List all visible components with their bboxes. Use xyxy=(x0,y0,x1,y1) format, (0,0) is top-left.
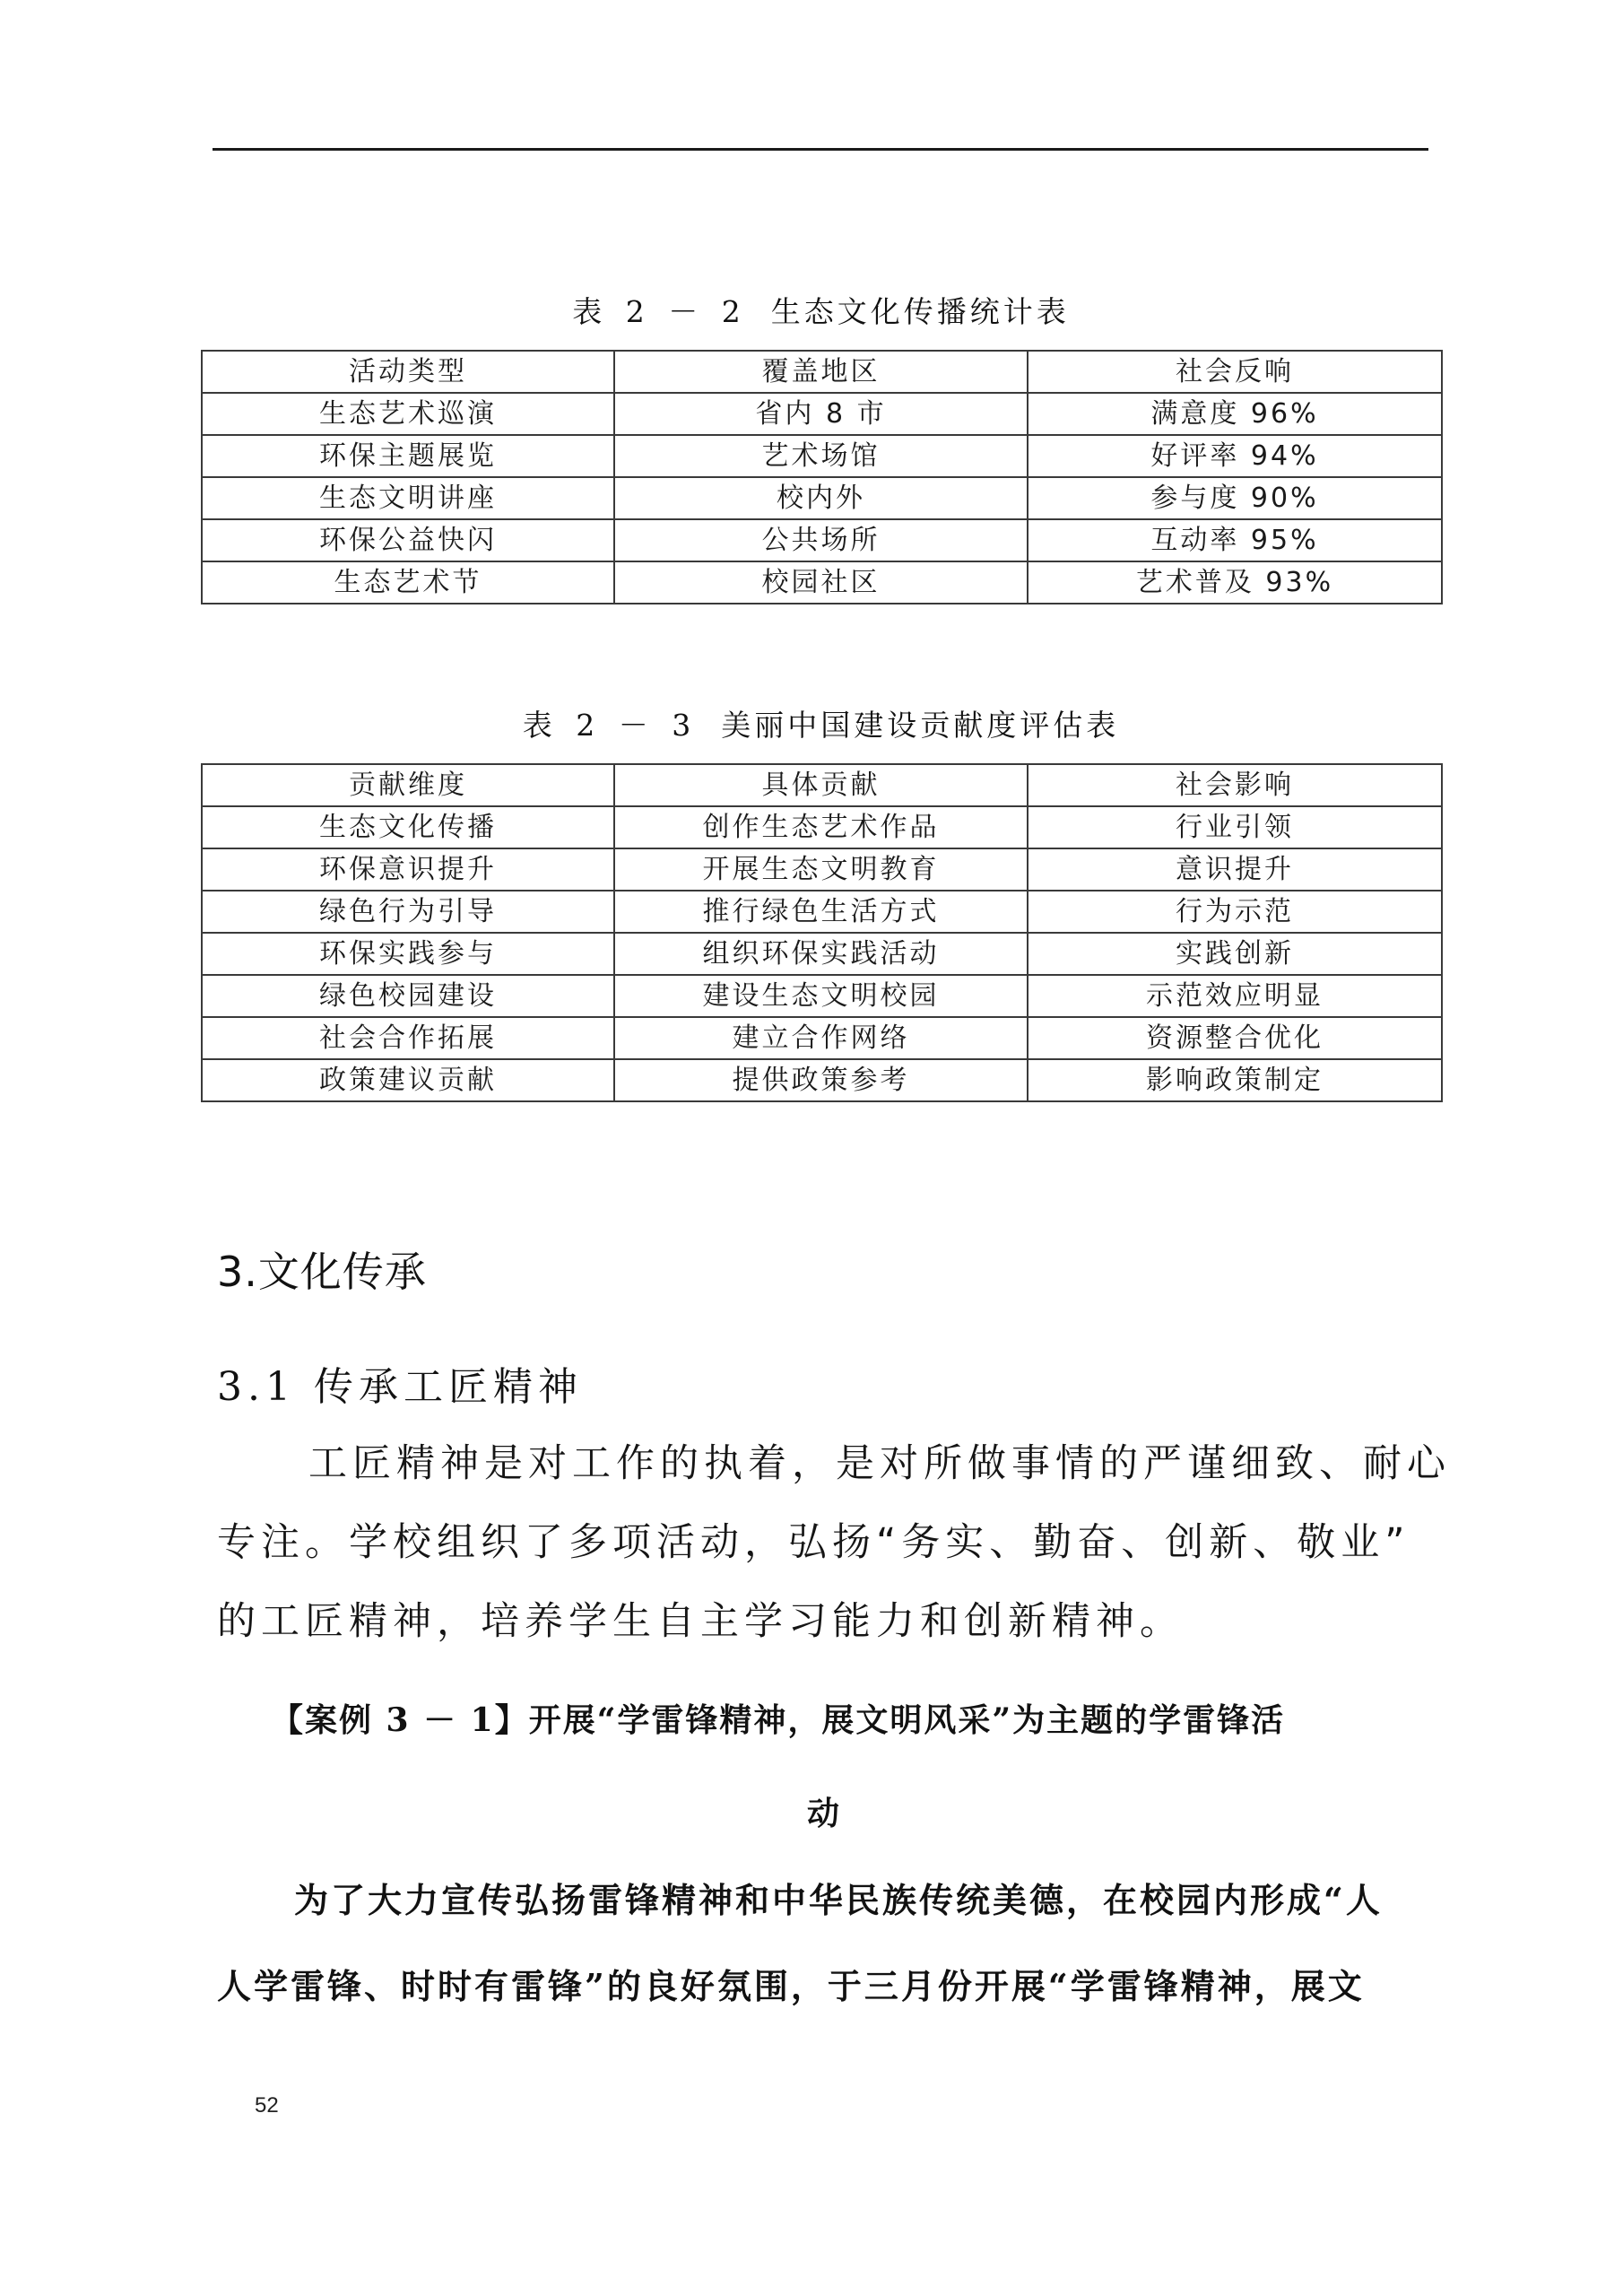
table-cell: 生态艺术节 xyxy=(202,561,614,604)
header-cell: 贡献维度 xyxy=(202,764,614,806)
table-cell: 行为示范 xyxy=(1028,891,1442,933)
table-cell: 社会合作拓展 xyxy=(202,1017,614,1059)
header-cell: 社会影响 xyxy=(1028,764,1442,806)
case-caption-line: 【案例 3 － 1】开展“学雷锋精神，展文明风采”为主题的学雷锋活 xyxy=(271,1701,1286,1739)
table-cell: 参与度 90% xyxy=(1028,477,1442,519)
table-row xyxy=(202,975,1442,1017)
table-cell: 艺术场馆 xyxy=(614,435,1028,477)
table-2-3-caption xyxy=(201,708,1441,744)
section-heading: 3.文化传承 xyxy=(217,1248,427,1296)
table-row xyxy=(202,435,1442,477)
table-cell: 组织环保实践活动 xyxy=(614,933,1028,975)
table-row xyxy=(202,806,1442,848)
header-cell: 社会反响 xyxy=(1028,351,1442,393)
body-paragraph xyxy=(217,1424,1451,1661)
table-cell: 示范效应明显 xyxy=(1028,975,1442,1017)
case-caption xyxy=(217,1674,1429,1860)
table-header-row xyxy=(202,351,1442,393)
table-cell: 创作生态艺术作品 xyxy=(614,806,1028,848)
paragraph-line: 工匠精神是对工作的执着，是对所做事情的严谨细致、耐心 xyxy=(308,1441,1451,1486)
table-cell: 环保实践参与 xyxy=(202,933,614,975)
table-cell: 行业引领 xyxy=(1028,806,1442,848)
table-cell: 校园社区 xyxy=(614,561,1028,604)
table-2-3-caption-title: 美丽中国建设贡献度评估表 xyxy=(721,708,1120,743)
table-cell: 生态文明讲座 xyxy=(202,477,614,519)
table-header-row xyxy=(202,764,1442,806)
table-row xyxy=(202,561,1442,604)
table-row xyxy=(202,933,1442,975)
table-row xyxy=(202,393,1442,435)
page-number: 52 xyxy=(255,2093,279,2118)
case-caption-line: 动 xyxy=(806,1795,839,1832)
table-2-3 xyxy=(201,763,1443,1102)
table-cell: 公共场所 xyxy=(614,519,1028,561)
table-row xyxy=(202,477,1442,519)
table-2-2-caption-title: 生态文化传播统计表 xyxy=(770,294,1070,329)
table-cell: 环保公益快闪 xyxy=(202,519,614,561)
header-cell: 活动类型 xyxy=(202,351,614,393)
case-paragraph xyxy=(217,1857,1429,2030)
table-cell: 建立合作网络 xyxy=(614,1017,1028,1059)
table-cell: 生态艺术巡演 xyxy=(202,393,614,435)
table-cell: 建设生态文明校园 xyxy=(614,975,1028,1017)
table-2-2 xyxy=(201,350,1443,604)
table-cell: 绿色行为引导 xyxy=(202,891,614,933)
table-cell: 生态文化传播 xyxy=(202,806,614,848)
table-cell: 校内外 xyxy=(614,477,1028,519)
table-cell: 政策建议贡献 xyxy=(202,1059,614,1101)
table-cell: 资源整合优化 xyxy=(1028,1017,1442,1059)
table-cell: 绿色校园建设 xyxy=(202,975,614,1017)
table-row xyxy=(202,1017,1442,1059)
paragraph-line: 人学雷锋、时时有雷锋”的良好氛围，于三月份开展“学雷锋精神，展文 xyxy=(217,1966,1365,2006)
table-2-2-caption xyxy=(201,294,1441,330)
table-cell: 意识提升 xyxy=(1028,848,1442,891)
header-cell: 具体贡献 xyxy=(614,764,1028,806)
header-cell: 覆盖地区 xyxy=(614,351,1028,393)
table-cell: 环保主题展览 xyxy=(202,435,614,477)
table-row xyxy=(202,1059,1442,1101)
table-cell: 开展生态文明教育 xyxy=(614,848,1028,891)
subsection-heading: 3.1 传承工匠精神 xyxy=(217,1364,583,1410)
table-cell: 省内 8 市 xyxy=(614,393,1028,435)
table-cell: 推行绿色生活方式 xyxy=(614,891,1028,933)
table-2-3-caption-number: 表 2 － 3 xyxy=(522,708,699,743)
table-cell: 实践创新 xyxy=(1028,933,1442,975)
table-cell: 满意度 96% xyxy=(1028,393,1442,435)
header-rule xyxy=(213,148,1428,151)
table-2-2-caption-number: 表 2 － 2 xyxy=(572,294,748,329)
table-cell: 环保意识提升 xyxy=(202,848,614,891)
table-row xyxy=(202,519,1442,561)
table-cell: 艺术普及 93% xyxy=(1028,561,1442,604)
paragraph-line: 的工匠精神，培养学生自主学习能力和创新精神。 xyxy=(217,1599,1184,1644)
table-cell: 互动率 95% xyxy=(1028,519,1442,561)
table-cell: 影响政策制定 xyxy=(1028,1059,1442,1101)
table-cell: 提供政策参考 xyxy=(614,1059,1028,1101)
paragraph-line: 为了大力宣传弘扬雷锋精神和中华民族传统美德，在校园内形成“人 xyxy=(294,1880,1383,1920)
table-cell: 好评率 94% xyxy=(1028,435,1442,477)
table-row xyxy=(202,848,1442,891)
table-row xyxy=(202,891,1442,933)
paragraph-line: 专注。学校组织了多项活动，弘扬“务实、勤奋、创新、敬业” xyxy=(217,1520,1410,1565)
